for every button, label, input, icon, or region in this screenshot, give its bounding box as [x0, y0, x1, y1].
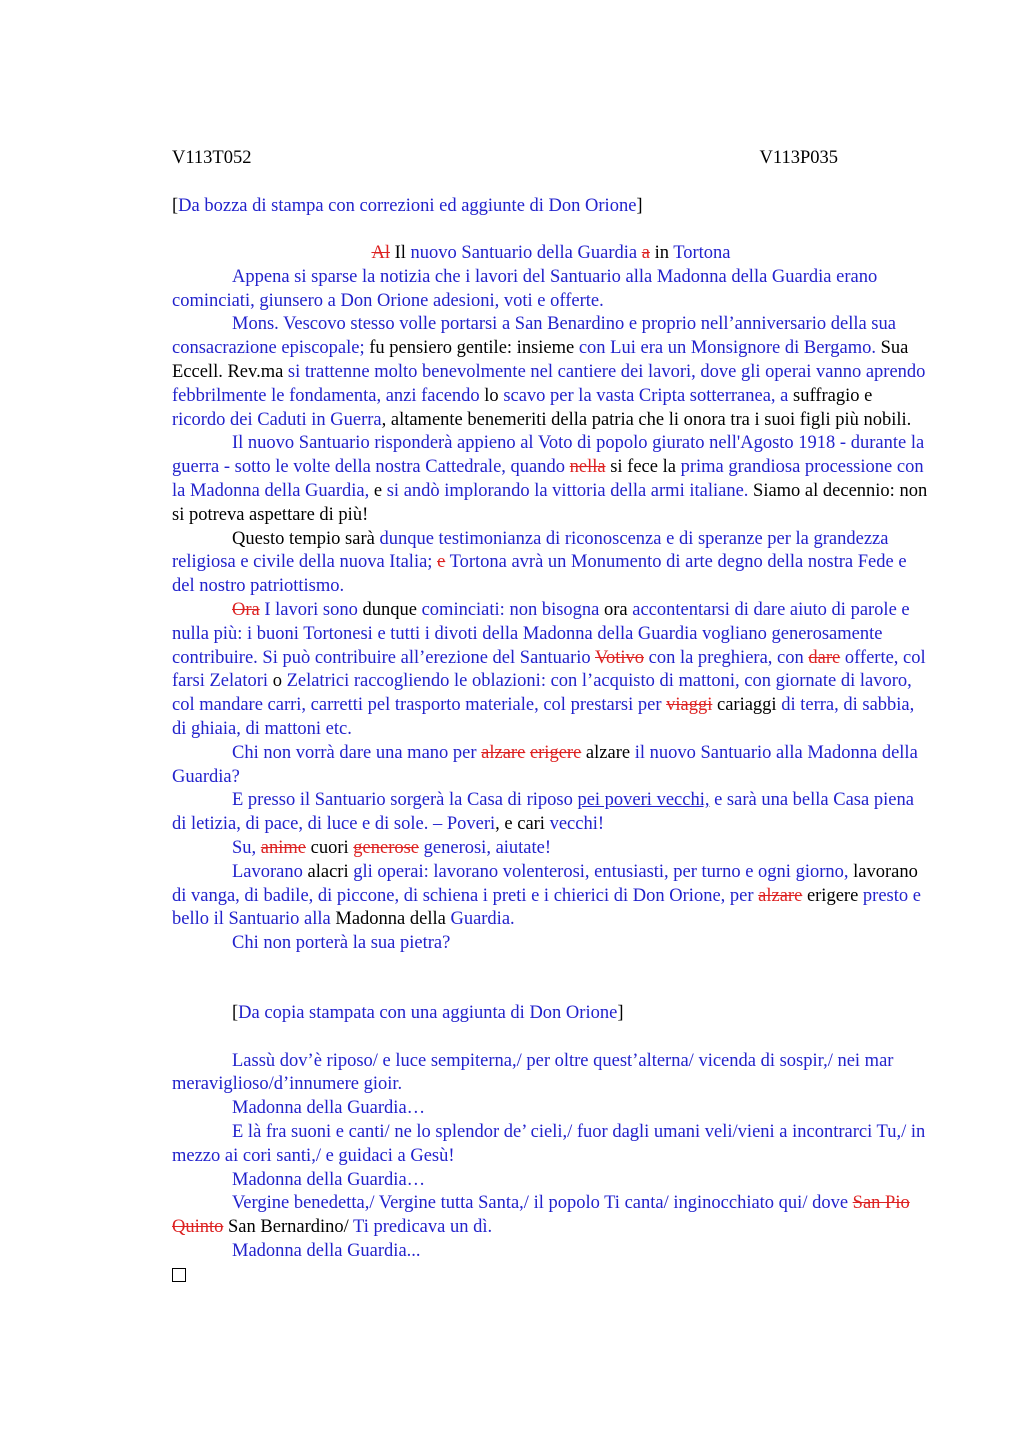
paragraph-3: [172, 432, 930, 527]
paragraph-8: [172, 837, 930, 861]
poem-refrain-3: Madonna della Guardia...: [232, 1240, 421, 1261]
text-span: Ti predicava un dì.: [353, 1217, 493, 1238]
text-span: Questo tempio sarà: [232, 528, 380, 549]
text-span: e sarà una bella Casa piena di letizia, di pace, di luce e di sole. – Poveri: [172, 790, 914, 835]
article-body: [172, 242, 930, 956]
text-span: prima grandiosa processione con la Madonna della Guardia,: [172, 457, 924, 501]
text-span: cominciati: non bisogna: [421, 599, 600, 620]
deleted-word: erigere: [529, 742, 582, 763]
title-text: nuovo Santuario della Guardia: [410, 243, 638, 263]
deleted-word: nella: [569, 457, 606, 478]
text-span: presto e bello il Santuario alla: [172, 885, 921, 930]
text-span: suffragio e: [788, 385, 873, 406]
deleted-word: San Pio Quinto: [172, 1193, 910, 1238]
poem-section: [172, 1002, 930, 1290]
text-span: fu pensiero gentile: insieme: [364, 338, 579, 359]
editorial-note-1: [Da bozza di stampa con correzioni ed aggiunte di Don Orione]: [172, 196, 643, 216]
text-span: ora: [599, 599, 633, 620]
paragraph-7: [172, 789, 930, 837]
deleted-word: Votivo: [594, 647, 644, 668]
text-span: Vergine benedetta,/ Vergine tutta Santa,/ il popolo Ti canta/ inginocchiato qui/ dove: [232, 1193, 849, 1214]
text-span: cariaggi: [712, 695, 782, 716]
end-marker: [172, 1264, 930, 1290]
text-span: , altamente benemeriti della patria che li onora tra i suoi figli più nobili.: [381, 409, 912, 430]
text-span: con Lui era un Monsignore di Bergamo.: [578, 338, 876, 359]
text-span: Tortona avrà un Monumento di arte degno della nostra Fede e del nostro patriottismo.: [172, 552, 907, 597]
text-span: Lavorano: [232, 861, 303, 882]
title-word: Il: [394, 243, 406, 263]
text-span: si fece la: [605, 457, 681, 478]
paragraph-1: Appena si sparse la notizia che i lavori del Santuario alla Madonna della Guardia erano cominciati, giunsero a Don Orione adesioni, voti e offerte.: [172, 266, 878, 311]
text-span: generosi, aiutate!: [423, 837, 552, 858]
text-span: scavo per la vasta Cripta sotterranea, a: [503, 385, 789, 406]
paragraph-5: [172, 599, 930, 742]
deleted-word: generose: [353, 837, 420, 858]
title-place: Tortona: [673, 243, 731, 263]
deleted-word: alzare: [481, 742, 526, 763]
paragraph-6: [172, 742, 930, 790]
text-span: Zelatrici raccogliendo le oblazioni: con l’acquisto di mattoni, con giornate di lavoro, col mandare carri, carretti pel trasporto materiale, col prestarsi per: [172, 671, 912, 716]
deleted-word: dare: [808, 647, 841, 668]
deleted-word: alzare: [758, 885, 803, 906]
text-span: offerte, col farsi Zelatori: [172, 647, 926, 692]
deleted-word: Al: [371, 243, 390, 263]
text-span: San Bernardino/: [223, 1217, 354, 1238]
text-span: dunque: [357, 599, 422, 620]
text-span: vecchi!: [549, 814, 605, 835]
paragraph-10: Chi non porterà la sua pietra?: [232, 933, 451, 954]
text-span: lavorano: [848, 861, 918, 882]
poem-verse-3: [172, 1192, 930, 1240]
header-left-code: V113T052: [172, 148, 252, 168]
text-span: E presso il Santuario sorgerà la Casa di riposo: [232, 790, 578, 811]
note-text: Da bozza di stampa con correzioni ed aggiunte di Don Orione: [178, 196, 637, 216]
text-span: il nuovo Santuario alla Madonna della Guardia?: [172, 742, 918, 787]
text-span: si trattenne molto benevolmente nel cantiere dei lavori, dove gli operai vanno aprendo febbrilmente le fondamenta, anzi facendo: [172, 361, 926, 406]
deleted-word: Ora: [232, 599, 260, 620]
text-span: Madonna della: [330, 909, 451, 930]
note-text: Da copia stampata con una aggiunta di Don Orione: [238, 1003, 618, 1023]
text-span: di terra, di sabbia, di ghiaia, di mattoni etc.: [172, 695, 915, 739]
text-span: Mons. Vescovo stesso volle portarsi a San Benardino e proprio nell’anniversario della sua consacrazione episcopale;: [172, 314, 896, 359]
square-icon: [172, 1268, 186, 1282]
paragraph-2: [172, 313, 930, 432]
paragraph-4: [172, 528, 930, 599]
text-span: Siamo al decennio: non si potreva aspettare di più!: [172, 480, 928, 525]
text-span: si andò implorando la vittoria della armi italiane.: [386, 480, 749, 501]
deleted-word: viaggi: [666, 695, 713, 716]
deleted-word: a: [641, 243, 650, 263]
poem-refrain-1: Madonna della Guardia…: [232, 1098, 426, 1119]
text-span: cuori: [306, 837, 354, 858]
underlined-text: pei poveri vecchi,: [577, 790, 710, 811]
text-span: lo: [479, 385, 504, 406]
text-span: I lavori sono: [264, 599, 358, 620]
poem-verse-2: E là fra suoni e canti/ ne lo splendor de’ cieli,/ fuor dagli umani veli/vieni a incontrarci Tu,/ in mezzo ai cori santi,/ e guidaci a Gesù!: [172, 1121, 926, 1166]
text-span: con la preghiera, con: [648, 647, 804, 668]
paragraph-9: [172, 861, 930, 932]
poem-refrain-2: Madonna della Guardia…: [232, 1169, 426, 1190]
text-span: di vanga, di badile, di piccone, di schiena i preti e i chierici di Don Orione, per: [172, 885, 754, 906]
poem-verse-1: Lassù dov’è riposo/ e luce sempiterna,/ per oltre quest’alterna/ vicenda di sospir,/ nei mar meraviglioso/d’innumere gioir.: [172, 1050, 894, 1095]
editorial-note-2: [Da copia stampata con una aggiunta di Don Orione]: [232, 1003, 624, 1023]
text-span: Il nuovo Santuario risponderà appieno al Voto di popolo giurato nell'Agosto 1918 - durante la guerra - sotto le volte della nostra Cattedrale, quando: [172, 433, 925, 478]
text-span: gli operai: lavorano volenterosi, entusiasti, per turno e ogni giorno,: [353, 861, 849, 882]
text-span: e: [369, 480, 387, 501]
text-span: Su,: [232, 837, 257, 858]
text-span: alacri: [302, 861, 354, 882]
text-span: , e cari: [495, 814, 550, 835]
header-right-code: V113P035: [759, 148, 838, 168]
text-span: Sua Eccell. Rev.ma: [172, 338, 909, 382]
text-span: erigere: [802, 885, 863, 906]
text-span: ricordo dei Caduti in Guerra: [172, 409, 382, 430]
deleted-word: anime: [260, 837, 306, 858]
article-title: [172, 242, 930, 266]
text-span: o: [268, 671, 287, 692]
text-span: dunque testimonianza di riconoscenza e di speranze per la grandezza religiosa e civile della nuova Italia;: [172, 528, 889, 573]
text-span: Chi non vorrà dare una mano per: [232, 742, 477, 763]
text-span: accontentarsi di dare aiuto di parole e nulla più: i buoni Tortonesi e tutti i divoti della Madonna della Guardia vogliano generosamente contribuire. Si può contribuire all’erezione del Santuario: [172, 599, 910, 668]
text-span: alzare: [581, 742, 635, 763]
text-span: Guardia.: [450, 909, 515, 930]
deleted-word: e: [437, 552, 446, 573]
title-word: in: [654, 243, 669, 263]
